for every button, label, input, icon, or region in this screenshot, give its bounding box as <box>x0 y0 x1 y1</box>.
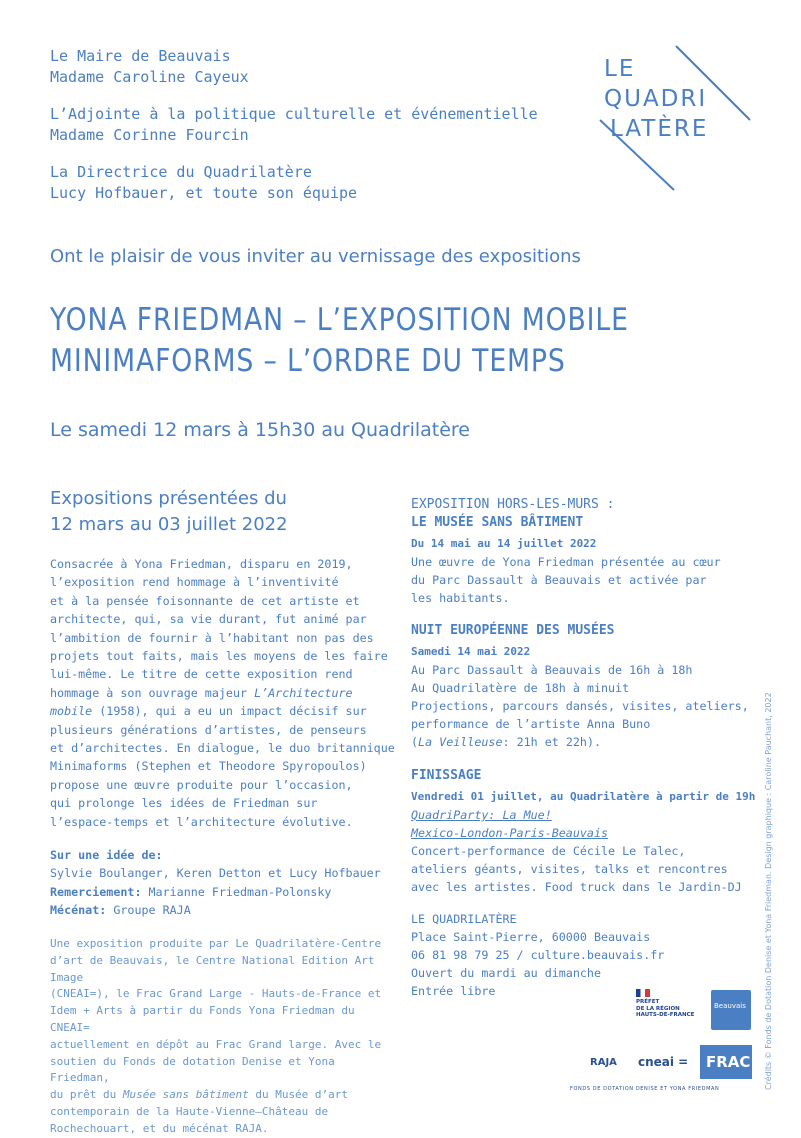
body-line: architecte, qui, sa vie durant, fut animé par <box>50 612 367 627</box>
host-2-role: L’Adjointe à la politique culturelle et événementielle <box>50 105 538 123</box>
note-italic: Musée sans bâtiment <box>122 1088 249 1102</box>
raja-logo: RAJA <box>590 1057 617 1068</box>
note-line: soutien du Fonds de dotation Denise et Yona Friedman, <box>50 1054 335 1085</box>
body-line: et d’architectes. En dialogue, le duo britannique <box>50 741 395 756</box>
body-line: projets tout faits, mais les moyens de les faire <box>50 649 388 664</box>
left-heading <box>50 486 288 538</box>
quadriparty-link[interactable]: QuadriParty: La Mue! <box>411 808 552 822</box>
host-3 <box>50 162 538 204</box>
body-line: l’exposition rend hommage à l’inventivité <box>50 575 339 590</box>
venue-entry: Entrée libre <box>411 984 496 998</box>
production-note <box>50 936 400 1138</box>
note-line: (CNEAI=), le Frac Grand Large - Hauts-de-France et <box>50 987 382 1001</box>
section-1-line: du Parc Dassault à Beauvais et activée par <box>411 573 707 587</box>
book-title: mobile <box>50 704 93 719</box>
logo-line-3: LATÈRE <box>610 116 709 142</box>
logo-line-1: LE <box>604 56 636 82</box>
venue-name: LE QUADRILATÈRE <box>411 912 517 926</box>
body-line: Consacrée à Yona Friedman, disparu en 2019, <box>50 557 353 571</box>
thanks-name: Marianne Friedman-Polonsky <box>141 884 332 899</box>
note-line: contemporain de la Haute-Vienne–Château de <box>50 1104 329 1118</box>
italic-title: La Veilleuse <box>418 735 503 749</box>
note-line: Une exposition produite par Le Quadrilatère-Centre <box>50 937 382 950</box>
prefet-text: PRÉFET <box>636 999 660 1005</box>
section-2-line <box>411 733 771 751</box>
body-line <box>50 684 400 702</box>
host-2 <box>50 104 538 146</box>
body-text: hommage à son ouvrage majeur <box>50 685 255 700</box>
book-title: L’Architecture <box>254 685 353 700</box>
exhibition-title <box>50 300 629 382</box>
body-line: lui-même. Le titre de cette exposition rend <box>50 667 353 682</box>
fonds-dotation-logo: FONDS DE DOTATION DENISE ET YONA FRIEDMAN <box>570 1086 720 1092</box>
section-1-heading: EXPOSITION HORS-LES-MURS : <box>411 497 615 512</box>
host-3-role: La Directrice du Quadrilatère <box>50 163 312 181</box>
thanks-label: Remerciement: <box>50 884 142 899</box>
left-heading-line-2: 12 mars au 03 juillet 2022 <box>50 514 288 535</box>
quadrilatere-logo <box>598 44 754 192</box>
section-2-line: Projections, parcours dansés, visites, ateliers, <box>411 699 749 713</box>
beauvais-logo <box>711 990 751 1030</box>
text: ( <box>411 735 419 749</box>
body-text: (1958), qui a eu un impact décisif sur <box>92 704 367 719</box>
note-text: du prêt du <box>50 1088 123 1102</box>
note-line: Idem + Arts à partir du Fonds Yona Friedman du CNEAI= <box>50 1004 355 1034</box>
section-1-line: Une œuvre de Yona Friedman présentée au cœur <box>411 555 721 569</box>
cneai-logo: cneai = <box>638 1055 689 1069</box>
patron-label: Mécénat: <box>50 903 107 918</box>
section-3-line: avec les artistes. Food truck dans le Jardin-DJ <box>411 880 742 894</box>
quadriparty-subtitle-link[interactable]: Mexico-London-Paris-Beauvais <box>411 826 609 840</box>
section-1-title: LE MUSÉE SANS BÂTIMENT <box>411 515 584 530</box>
partner-logos <box>570 985 755 1095</box>
body-line: qui prolonge les idées de Friedman sur <box>50 796 318 811</box>
body-line: propose une œuvre produite pour l’occasion, <box>50 777 353 792</box>
venue-hours: Ouvert du mardi au dimanche <box>411 966 601 980</box>
note-line: d’art de Beauvais, le Centre National Edition Art Image <box>50 953 375 984</box>
venue-contact[interactable]: 06 81 98 79 25 / culture.beauvais.fr <box>411 948 665 962</box>
prefet-text: DE LA RÉGION <box>636 1005 680 1012</box>
section-finissage <box>411 767 771 896</box>
frac-logo <box>700 1045 752 1079</box>
note-text: du Musée d’art <box>248 1088 349 1102</box>
left-heading-line-1: Expositions présentées du <box>50 488 287 509</box>
title-line-2: MINIMAFORMS – L’ORDRE DU TEMPS <box>50 343 566 379</box>
event-date: Le samedi 12 mars à 15h30 au Quadrilatère <box>50 419 470 441</box>
section-hors-les-murs <box>411 496 771 607</box>
host-3-name: Lucy Hofbauer, et toute son équipe <box>50 184 358 202</box>
credits-block <box>50 846 400 920</box>
logo-line-2: QUADRI <box>604 86 708 112</box>
idea-names: Sylvie Boulanger, Keren Detton et Lucy Hofbauer <box>50 866 381 881</box>
host-1-role: Le Maire de Beauvais <box>50 47 231 65</box>
section-nuit-musees <box>411 622 771 751</box>
host-2-name: Madame Corinne Fourcin <box>50 126 249 144</box>
section-3-line: ateliers géants, visites, talks et rencontres <box>411 862 728 876</box>
note-line <box>50 1087 400 1104</box>
body-line: l’espace-temps et l’architecture évolutive. <box>50 814 353 829</box>
section-3-line: Concert-performance de Cécile Le Talec, <box>411 844 686 858</box>
section-1-dates: Du 14 mai au 14 juillet 2022 <box>411 537 597 550</box>
vertical-credit: Crédits © Fonds de Dotation Denise et Yona Friedman. Design graphique : Caroline Pauchant, 2022 <box>764 692 773 1090</box>
prefet-flag-icon <box>636 989 650 997</box>
title-line-1: YONA FRIEDMAN – L’EXPOSITION MOBILE <box>50 302 629 338</box>
body-line <box>50 702 400 720</box>
section-2-date: Samedi 14 mai 2022 <box>411 645 531 658</box>
section-1-line: les habitants. <box>411 591 510 605</box>
left-body <box>50 555 400 831</box>
body-line: plusieurs générations d’artistes, de penseurs <box>50 722 367 737</box>
section-2-line: Au Quadrilatère de 18h à minuit <box>411 681 630 695</box>
invite-line: Ont le plaisir de vous inviter au vernissage des expositions <box>50 246 581 267</box>
section-2-title: NUIT EUROPÉENNE DES MUSÉES <box>411 623 615 638</box>
section-3-date: Vendredi 01 juillet, au Quadrilatère à partir de 19h <box>411 790 756 803</box>
body-line: l’ambition de fournir à l’habitant non pas des <box>50 630 374 645</box>
host-1-name: Madame Caroline Cayeux <box>50 68 249 86</box>
venue-address: Place Saint-Pierre, 60000 Beauvais <box>411 930 651 944</box>
section-3-title: FINISSAGE <box>411 768 482 783</box>
patron-name: Groupe RAJA <box>106 903 191 918</box>
section-2-line: performance de l’artiste Anna Buno <box>411 717 651 731</box>
section-2-line: Au Parc Dassault à Beauvais de 16h à 18h <box>411 663 693 677</box>
prefet-text: HAUTS-DE-FRANCE <box>636 1012 695 1018</box>
hosts-block <box>50 46 538 220</box>
idea-label: Sur une idée de: <box>50 848 163 862</box>
note-line: actuellement en dépôt au Frac Grand large. Avec le <box>50 1037 382 1051</box>
note-line: Rochechouart, et du mécénat RAJA. <box>50 1121 269 1135</box>
beauvais-text: Beauvais <box>714 1002 746 1010</box>
prefet-logo <box>636 999 694 1019</box>
host-1 <box>50 46 538 88</box>
text: : 21h et 22h). <box>502 735 602 749</box>
body-line: et à la pensée foisonnante de cet artiste et <box>50 593 360 608</box>
frac-text: FRAC <box>706 1053 751 1071</box>
body-line: Minimaforms (Stephen et Theodore Spyropoulos) <box>50 759 367 774</box>
